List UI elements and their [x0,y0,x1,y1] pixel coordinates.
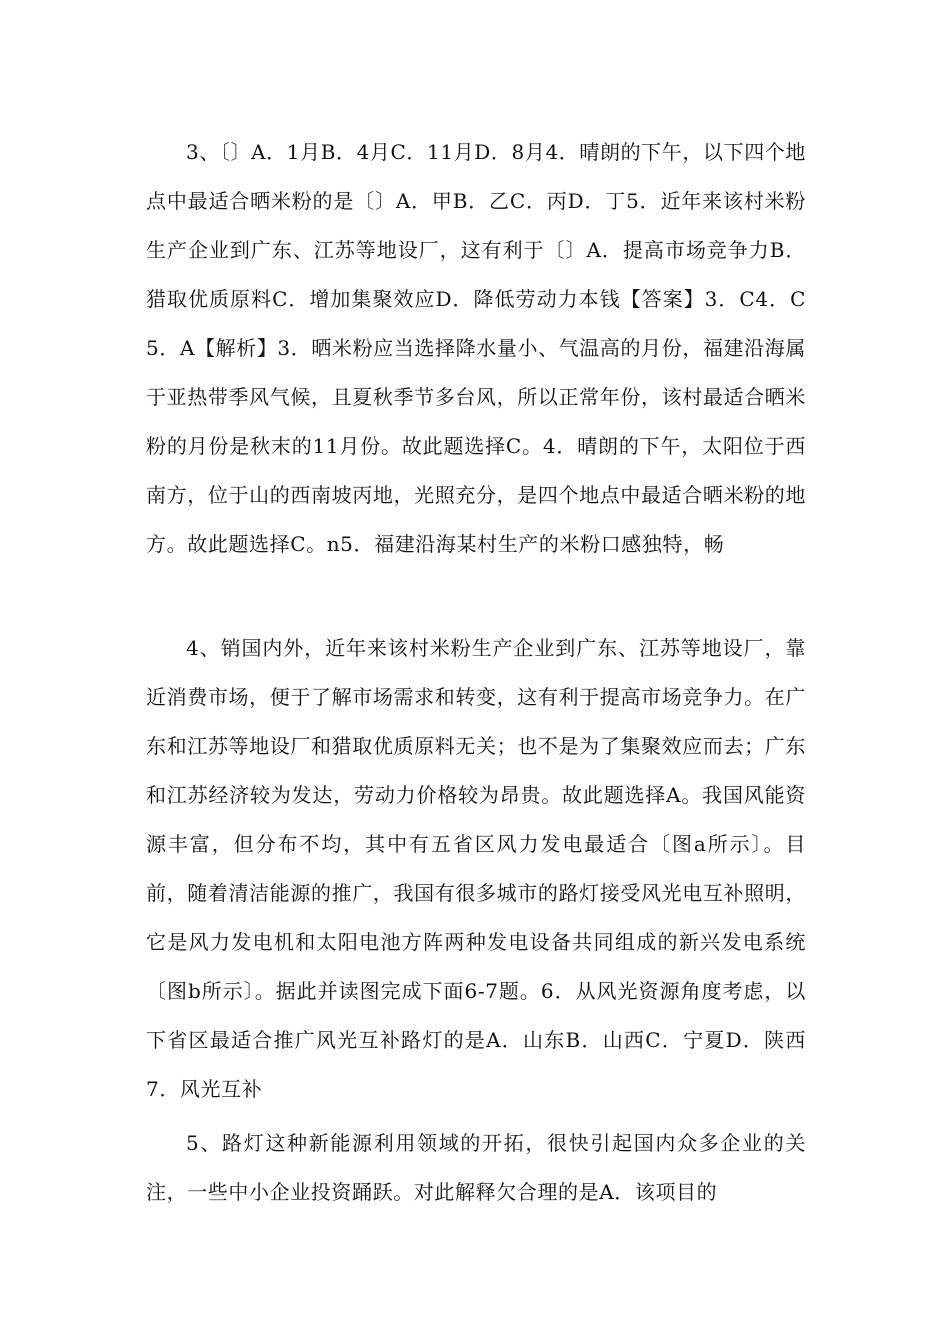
paragraph-4: 4、销国内外，近年来该村米粉生产企业到广东、江苏等地设厂，靠近消费市场，便于了解市场需求和转变，这有利于提高市场竞争力。在广东和江苏等地设厂和猎取优质原料无关；也不是为了集聚效应而去；广东和江苏经济较为发达，劳动力价格较为昂贵。故此题选择A。我国风能资源丰富，但分布不均，其中有五省区风力发电最适合〔图a所示〕。目前，随着清洁能源的推广，我国有很多城市的路灯接受风光电互补照明，它是风力发电机和太阳电池方阵两种发电设备共同组成的新兴发电系统〔图b所示〕。据此并读图完成下面6-7题。6．从风光资源角度考虑，以下省区最适合推广风光互补路灯的是A．山东B．山西C．宁夏D．陕西7．风光互补 [146,636,806,1101]
paragraph-3: 3、〔〕A．1月B．4月C．11月D．8月4．晴朗的下午，以下四个地点中最适合晒米粉的是〔〕A．甲B．乙C．丙D．丁5．近年来该村米粉生产企业到广东、江苏等地设厂，这有利于〔〕A．提高市场竞争力B．猎取优质原料C．增加集聚效应D．降低劳动力本钱【答案】3．C4．C5．A【解析】3．晒米粉应当选择降水量小、气温高的月份，福建沿海属于亚热带季风气候，且夏秋季节多台风，所以正常年份，该村最适合晒米粉的月份是秋末的11月份。故此题选择C。4．晴朗的下午，太阳位于西南方，位于山的西南坡丙地，光照充分，是四个地点中最适合晒米粉的地方。故此题选择C。n5．福建沿海某村生产的米粉口感独特，畅 [146,140,806,556]
paragraph-5: 5、路灯这种新能源利用领域的开拓，很快引起国内众多企业的关注，一些中小企业投资踊跃。对此解释欠合理的是A．该项目的 [146,1131,806,1204]
